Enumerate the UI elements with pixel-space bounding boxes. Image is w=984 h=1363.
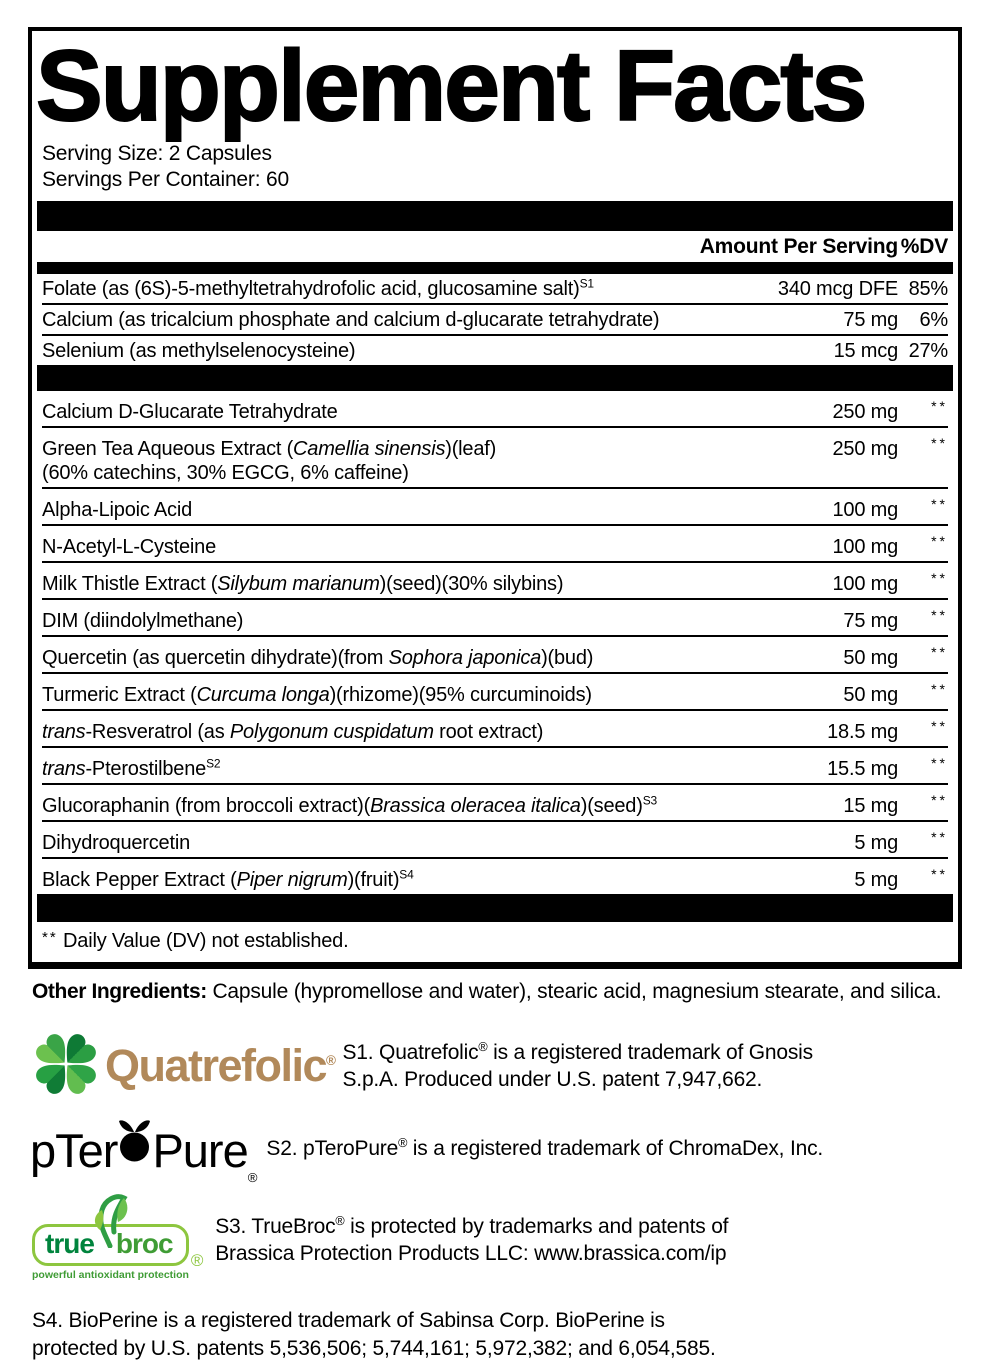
quatrefolic-wordmark: Quatrefolic®	[105, 1039, 335, 1091]
truebroc-tagline: powerful antioxidant protection	[32, 1269, 189, 1281]
table-header	[32, 231, 958, 262]
truebroc-caption	[215, 1213, 728, 1267]
dv-value: **	[931, 435, 948, 451]
ingredient-name: Black Pepper Extract (Piper nigrum)(fruit)$^{S4}$	[42, 867, 414, 891]
table-row	[42, 709, 948, 746]
dv-value: **	[931, 792, 948, 808]
dv-value: **	[931, 755, 948, 771]
pteropure-caption: S2. pTeroPure® is a registered trademark of ChromaDex, Inc.	[266, 1136, 824, 1160]
panel-title: Supplement Facts	[36, 30, 866, 142]
table-row	[42, 391, 948, 426]
ingredient-name: trans-Pterostilbene$^{S2}$	[42, 756, 221, 780]
bioperine-line1: S4. BioPerine is a registered trademark of Sabinsa Corp. BioPerine is	[32, 1309, 665, 1332]
amount-value: 100 mg	[832, 499, 898, 521]
registered-mark: ®	[190, 1251, 204, 1270]
header-amount-per-serving: Amount Per Serving	[699, 235, 898, 258]
dv-value: **	[931, 681, 948, 697]
ingredient-name: Milk Thistle Extract (Silybum marianum)(seed)(30% silybins)	[42, 573, 564, 595]
ingredient-name: DIM (diindolylmethane)	[42, 610, 244, 632]
quatrefolic-footnote-block	[32, 1028, 984, 1103]
dv-value: **	[931, 718, 948, 734]
amount-value: 15 mg	[843, 795, 898, 817]
amount-value: 18.5 mg	[827, 721, 898, 743]
dv-value: **	[931, 866, 948, 882]
ingredient-name: Alpha-Lipoic Acid	[42, 499, 193, 521]
other-ingredients-label: Other Ingredients:	[32, 980, 207, 1003]
supplement-label-page	[0, 27, 984, 1360]
dv-footnote	[32, 922, 958, 958]
berry-icon	[118, 1119, 151, 1174]
amount-value: 15.5 mg	[827, 758, 898, 780]
amount-value: 75 mg	[843, 610, 898, 632]
ingredient-name: Calcium D-Glucarate Tetrahydrate	[42, 401, 338, 423]
serving-size: Serving Size: 2 Capsules	[42, 142, 272, 165]
table-row	[42, 274, 948, 303]
ingredient-name: Selenium (as methylselenocysteine)	[42, 340, 356, 362]
ingredient-name: Green Tea Aqueous Extract (Camellia sinensis)(leaf) (60% catechins, 30% EGCG, 6% caffeine)	[42, 437, 832, 485]
divider-bar-bottom	[37, 894, 953, 922]
dv-footnote-asterisks: **	[42, 929, 58, 946]
quatrefolic-clover-icon	[32, 1028, 100, 1103]
amount-value: 15 mcg	[833, 340, 898, 362]
other-ingredients-text: Capsule (hypromellose and water), stearic acid, magnesium stearate, and silica.	[206, 980, 942, 1003]
truebroc-caption-line1: S3. TrueBroc® is protected by trademarks and patents of	[215, 1213, 729, 1238]
ingredient-name: Dihydroquercetin	[42, 832, 190, 854]
table-row	[42, 426, 948, 487]
dv-value: **	[931, 607, 948, 623]
dv-value: 27%	[908, 340, 948, 362]
table-row	[42, 783, 948, 820]
pteropure-wordmark: pTer Pure ®	[30, 1119, 256, 1178]
ingredient-name: Turmeric Extract (Curcuma longa)(rhizome)(95% curcuminoids)	[42, 684, 592, 706]
dv-value: 6%	[919, 309, 948, 331]
servings-per-container: Servings Per Container: 60	[42, 168, 289, 191]
table-row	[42, 487, 948, 524]
amount-value: 250 mg	[832, 401, 898, 423]
table-row	[42, 598, 948, 635]
supplement-facts-panel	[28, 27, 962, 969]
bioperine-line2: protected by U.S. patents 5,536,506; 5,744,161; 5,972,382; and 6,054,585.	[32, 1337, 716, 1360]
botanicals-section	[32, 391, 958, 894]
other-ingredients	[32, 980, 984, 1004]
table-row	[42, 561, 948, 598]
registered-mark: ®	[326, 1052, 335, 1068]
dv-value: **	[931, 533, 948, 549]
amount-value: 100 mg	[832, 573, 898, 595]
table-row	[42, 524, 948, 561]
dv-footnote-text: Daily Value (DV) not established.	[63, 930, 349, 952]
amount-value: 100 mg	[832, 536, 898, 558]
bioperine-footnote	[32, 1307, 984, 1363]
table-row	[42, 303, 948, 334]
divider-bar-thick	[37, 201, 953, 231]
amount-value: 50 mg	[843, 684, 898, 706]
ingredient-name: Glucoraphanin (from broccoli extract)(Brassica oleracea italica)(seed)$^{S3}$	[42, 793, 657, 817]
pteropure-footnote-block	[30, 1119, 984, 1185]
truebroc-logo	[32, 1198, 189, 1281]
table-row	[42, 672, 948, 709]
ingredient-name: Folate (as (6S)-5-methyltetrahydrofolic acid, glucosamine salt)$^{S1}$	[42, 276, 594, 300]
ingredient-name: N-Acetyl-L-Cysteine	[42, 536, 217, 558]
table-row	[42, 334, 948, 365]
truebroc-box: true broc	[32, 1224, 189, 1266]
quatrefolic-caption-line2: S.p.A. Produced under U.S. patent 7,947,662.	[342, 1067, 763, 1091]
amount-value: 250 mg	[832, 438, 898, 460]
amount-value: 340 mcg DFE	[777, 278, 898, 300]
table-row	[42, 635, 948, 672]
truebroc-caption-line2: Brassica Protection Products LLC: www.brassica.com/ip	[215, 1241, 727, 1265]
ingredient-name: Calcium (as tricalcium phosphate and calcium d-glucarate tetrahydrate)	[42, 309, 660, 331]
divider-bar-thin	[37, 262, 953, 274]
nutrients-section	[32, 274, 958, 365]
dv-value: **	[931, 496, 948, 512]
amount-value: 5 mg	[854, 832, 898, 854]
dv-value: **	[931, 570, 948, 586]
dv-value: **	[931, 644, 948, 660]
table-row	[42, 820, 948, 857]
quatrefolic-caption	[343, 1039, 813, 1093]
table-row	[42, 857, 948, 894]
ingredient-name: Quercetin (as quercetin dihydrate)(from Sophora japonica)(bud)	[42, 647, 594, 669]
amount-value: 75 mg	[843, 309, 898, 331]
amount-value: 5 mg	[854, 869, 898, 891]
header-percent-dv: %DV	[900, 235, 948, 258]
table-row	[42, 746, 948, 783]
amount-value: 50 mg	[843, 647, 898, 669]
truebroc-footnote-block	[32, 1198, 984, 1281]
quatrefolic-caption-line1: S1. Quatrefolic® is a registered trademark of Gnosis	[342, 1039, 813, 1064]
ingredient-name-line2: (60% catechins, 30% EGCG, 6% caffeine)	[42, 462, 409, 484]
divider-bar-section	[37, 365, 953, 391]
broccoli-sprout-icon	[90, 1192, 136, 1253]
dv-value: **	[931, 829, 948, 845]
dv-value: 85%	[908, 278, 948, 300]
ingredient-name: trans-Resveratrol (as Polygonum cuspidatum root extract)	[42, 721, 544, 743]
dv-value: **	[931, 398, 948, 414]
